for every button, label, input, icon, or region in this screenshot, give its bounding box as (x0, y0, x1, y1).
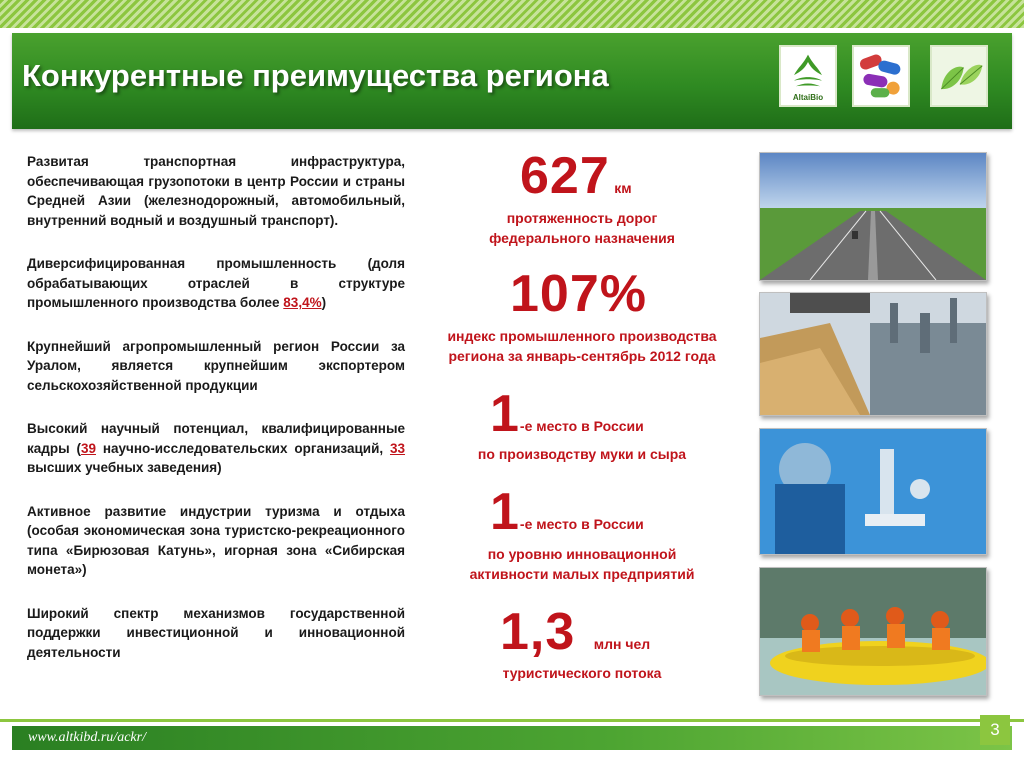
stat-desc-line: региона за январь-сентябрь 2012 года (448, 348, 716, 364)
highlight-value: 33 (389, 440, 406, 456)
stat-tourism (500, 603, 651, 661)
stat-value: 1,3 (500, 603, 576, 661)
stat-innovation (490, 483, 644, 541)
stat-unit: млн чел (593, 636, 651, 652)
advantage-science-text: Высокий научный потенциал, квалифицированные кадры ( (27, 421, 405, 456)
stat-value: 107% (510, 265, 647, 323)
stat-desc-line: активности малых предприятий (469, 566, 695, 582)
altaibio-logo-icon (779, 45, 837, 107)
stat-flour-cheese (490, 385, 644, 443)
stat-suffix: -е место в России (519, 516, 644, 532)
page-number: 3 (980, 715, 1010, 745)
stat-innovation-desc (412, 544, 752, 584)
pills-icon (852, 45, 910, 107)
footer-bar (12, 726, 1012, 750)
advantages-list (27, 152, 405, 686)
advantage-science-tail: высших учебных заведения) (27, 460, 222, 475)
stat-desc-line: протяженность дорог (506, 210, 658, 226)
laboratory-photo (759, 428, 987, 555)
advantage-industry (27, 254, 405, 313)
stat-roads (520, 147, 632, 205)
stat-value: 1 (490, 483, 520, 541)
stat-unit: км (614, 180, 632, 196)
stat-industry-desc (412, 326, 752, 366)
stat-industry-index (510, 265, 647, 323)
highway-photo (759, 152, 987, 281)
advantage-industry-tail: ) (321, 295, 327, 310)
stat-tourism-desc (412, 663, 752, 683)
highlight-value: 39 (80, 440, 96, 456)
stat-suffix: -е место в России (519, 418, 644, 434)
stat-desc-line: туристического потока (502, 665, 662, 681)
logo-text: AltaiBio (792, 93, 824, 102)
page-title: Конкурентные преимущества региона (22, 58, 609, 93)
grain-factory-photo (759, 292, 987, 416)
advantage-tourism: Активное развитие индустрии туризма и отдыха (особая экономическая зона туристско-рекреационного типа «Бирюзовая Катунь», игорная зона «Сибирская монета») (27, 503, 405, 577)
stat-desc-line: федерального назначения (489, 230, 675, 246)
advantage-transport: Развитая транспортная инфраструктура, обеспечивающая грузопотоки в центр России и страны Средней Азии (железнодорожный, автомобильный, внутренний водный и воздушный транспорт). (27, 154, 405, 228)
stat-desc-line: по уровню инновационной (487, 546, 677, 562)
stat-desc-line: индекс промышленного производства (447, 328, 717, 344)
advantage-industry-text: Диверсифицированная промышленность (доля обрабатывающих отраслей в структуре промышленного производства более (27, 256, 405, 310)
stat-value: 627 (520, 147, 610, 205)
stat-desc-line: по производству муки и сыра (477, 446, 687, 462)
footer-url[interactable]: www.altkibd.ru/ackr/ (28, 730, 146, 745)
advantage-support: Широкий спектр механизмов государственной поддержки инвестиционной и инновационной деятельности (27, 605, 405, 660)
highlight-value: 83,4% (283, 295, 322, 310)
advantage-science-mid: научно-исследовательских организаций, (96, 440, 390, 456)
top-decorative-stripe (0, 0, 1024, 28)
stat-value: 1 (490, 385, 520, 443)
advantage-agro: Крупнейший агропромышленный регион России за Уралом, является крупнейшим экспортером сельскохозяйственной продукции (27, 338, 405, 393)
advantage-science (27, 419, 405, 478)
footer-divider (0, 719, 1024, 722)
stat-roads-desc (412, 208, 752, 248)
stat-flour-cheese-desc (412, 444, 752, 464)
rafting-photo (759, 567, 987, 696)
leaves-icon (930, 45, 988, 107)
